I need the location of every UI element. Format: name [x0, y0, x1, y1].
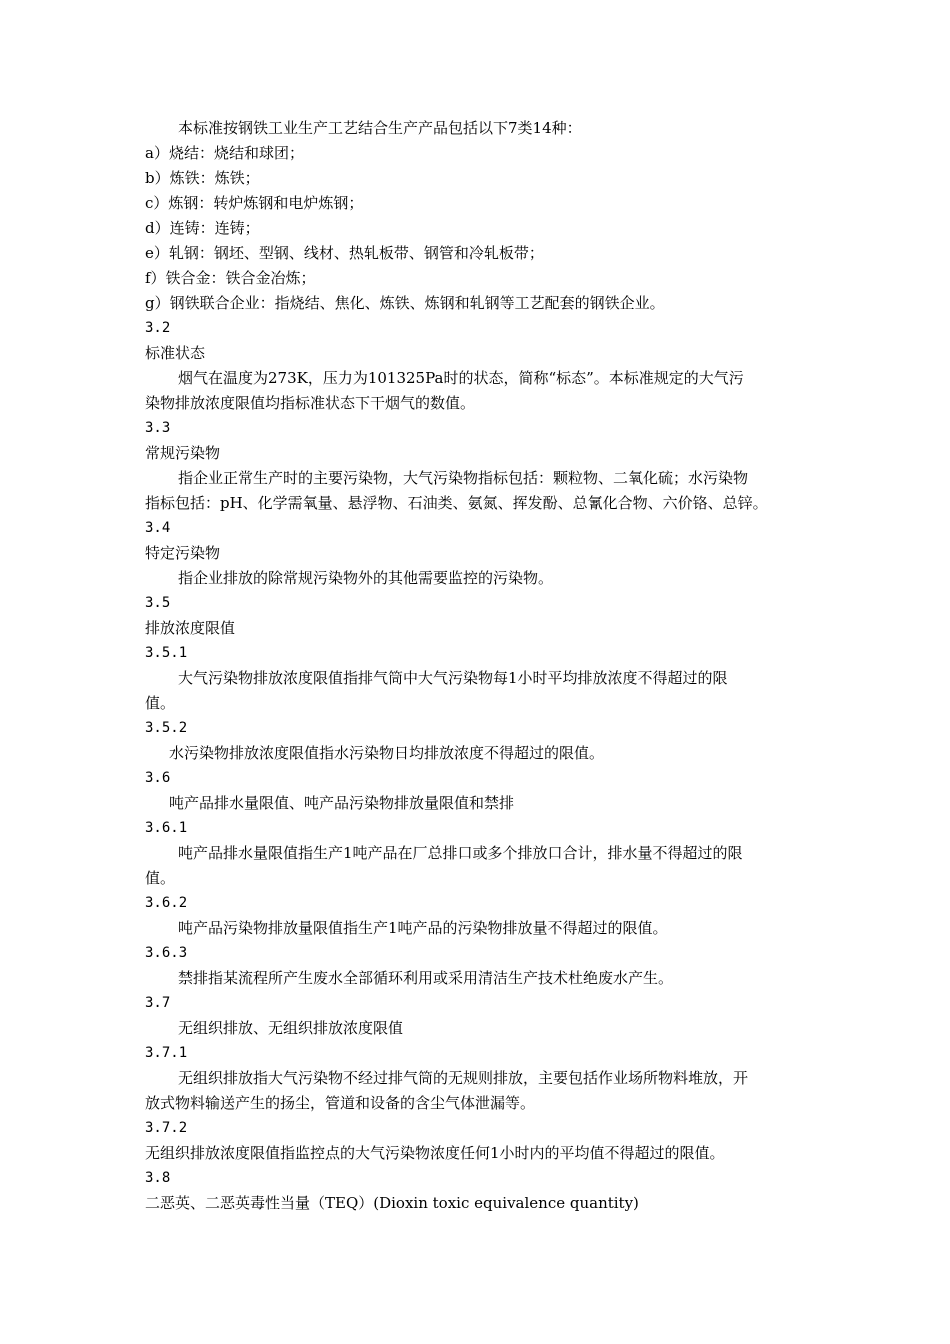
text-line: b）炼铁：炼铁；	[145, 169, 260, 187]
text-line: 无组织排放浓度限值指监控点的大气污染物浓度任何1小时内的平均值不得超过的限值。	[145, 1144, 725, 1162]
text-line: 吨产品污染物排放量限值指生产1吨产品的污染物排放量不得超过的限值。	[178, 919, 668, 937]
text-line: 放式物料输送产生的扬尘，管道和设备的含尘气体泄漏等。	[145, 1094, 536, 1112]
section-number: 3.3	[145, 420, 171, 436]
text-line: 二恶英、二恶英毒性当量（TEQ）(Dioxin toxic equivalence quantity)	[145, 1194, 639, 1212]
text-line: 大气污染物排放浓度限值指排气筒中大气污染物每1小时平均排放浓度不得超过的限	[178, 669, 728, 687]
section-number: 3.6.2	[145, 895, 188, 911]
section-number: 3.7	[145, 995, 171, 1011]
section-number: 3.8	[145, 1170, 171, 1186]
section-number: 3.5.1	[145, 645, 188, 661]
text-line: 水污染物排放浓度限值指水污染物日均排放浓度不得超过的限值。	[169, 744, 605, 762]
text-line: 本标准按钢铁工业生产工艺结合生产产品包括以下7类14种：	[178, 119, 582, 137]
text-line: 值。	[145, 694, 176, 712]
text-line: e）轧钢：钢坯、型钢、线材、热轧板带、钢管和冷轧板带；	[145, 244, 544, 262]
text-line: g）钢铁联合企业：指烧结、焦化、炼铁、炼钢和轧钢等工艺配套的钢铁企业。	[145, 294, 665, 312]
section-number: 3.6.1	[145, 820, 188, 836]
text-line: 禁排指某流程所产生废水全部循环利用或采用清洁生产技术杜绝废水产生。	[178, 969, 674, 987]
text-line: 染物排放浓度限值均指标准状态下干烟气的数值。	[145, 394, 476, 412]
section-number: 3.6	[145, 770, 171, 786]
text-line: f）铁合金：铁合金冶炼；	[145, 269, 316, 287]
text-line: 无组织排放、无组织排放浓度限值	[178, 1019, 404, 1037]
text-line: c）炼钢：转炉炼钢和电炉炼钢；	[145, 194, 364, 212]
text-line: d）连铸：连铸；	[145, 219, 260, 237]
text-line: 指企业排放的除常规污染物外的其他需要监控的污染物。	[178, 569, 554, 587]
text-line: 烟气在温度为273K，压力为101325Pa时的状态，简称“标态”。本标准规定的大气污	[178, 369, 744, 387]
section-number: 3.7.1	[145, 1045, 188, 1061]
section-number: 3.5	[145, 595, 171, 611]
section-number: 3.5.2	[145, 720, 188, 736]
section-number: 3.2	[145, 320, 171, 336]
section-number: 3.4	[145, 520, 171, 536]
text-line: a）烧结：烧结和球团；	[145, 144, 304, 162]
text-line: 吨产品排水量限值、吨产品污染物排放量限值和禁排	[169, 794, 515, 812]
text-line: 指标包括：pH、化学需氧量、悬浮物、石油类、氨氮、挥发酚、总氰化合物、六价铬、总锌。	[145, 494, 768, 512]
text-line: 值。	[145, 869, 176, 887]
text-line: 指企业正常生产时的主要污染物，大气污染物指标包括：颗粒物、二氧化硫；水污染物	[178, 469, 749, 487]
document-page	[145, 116, 825, 1216]
text-line: 常规污染物	[145, 444, 221, 462]
section-number: 3.7.2	[145, 1120, 188, 1136]
section-number: 3.6.3	[145, 945, 188, 961]
text-line: 吨产品排水量限值指生产1吨产品在厂总排口或多个排放口合计，排水量不得超过的限	[178, 844, 743, 862]
text-line: 排放浓度限值	[145, 619, 236, 637]
text-line: 无组织排放指大气污染物不经过排气筒的无规则排放，主要包括作业场所物料堆放，开	[178, 1069, 749, 1087]
text-line: 特定污染物	[145, 544, 221, 562]
text-line: 标准状态	[145, 344, 206, 362]
